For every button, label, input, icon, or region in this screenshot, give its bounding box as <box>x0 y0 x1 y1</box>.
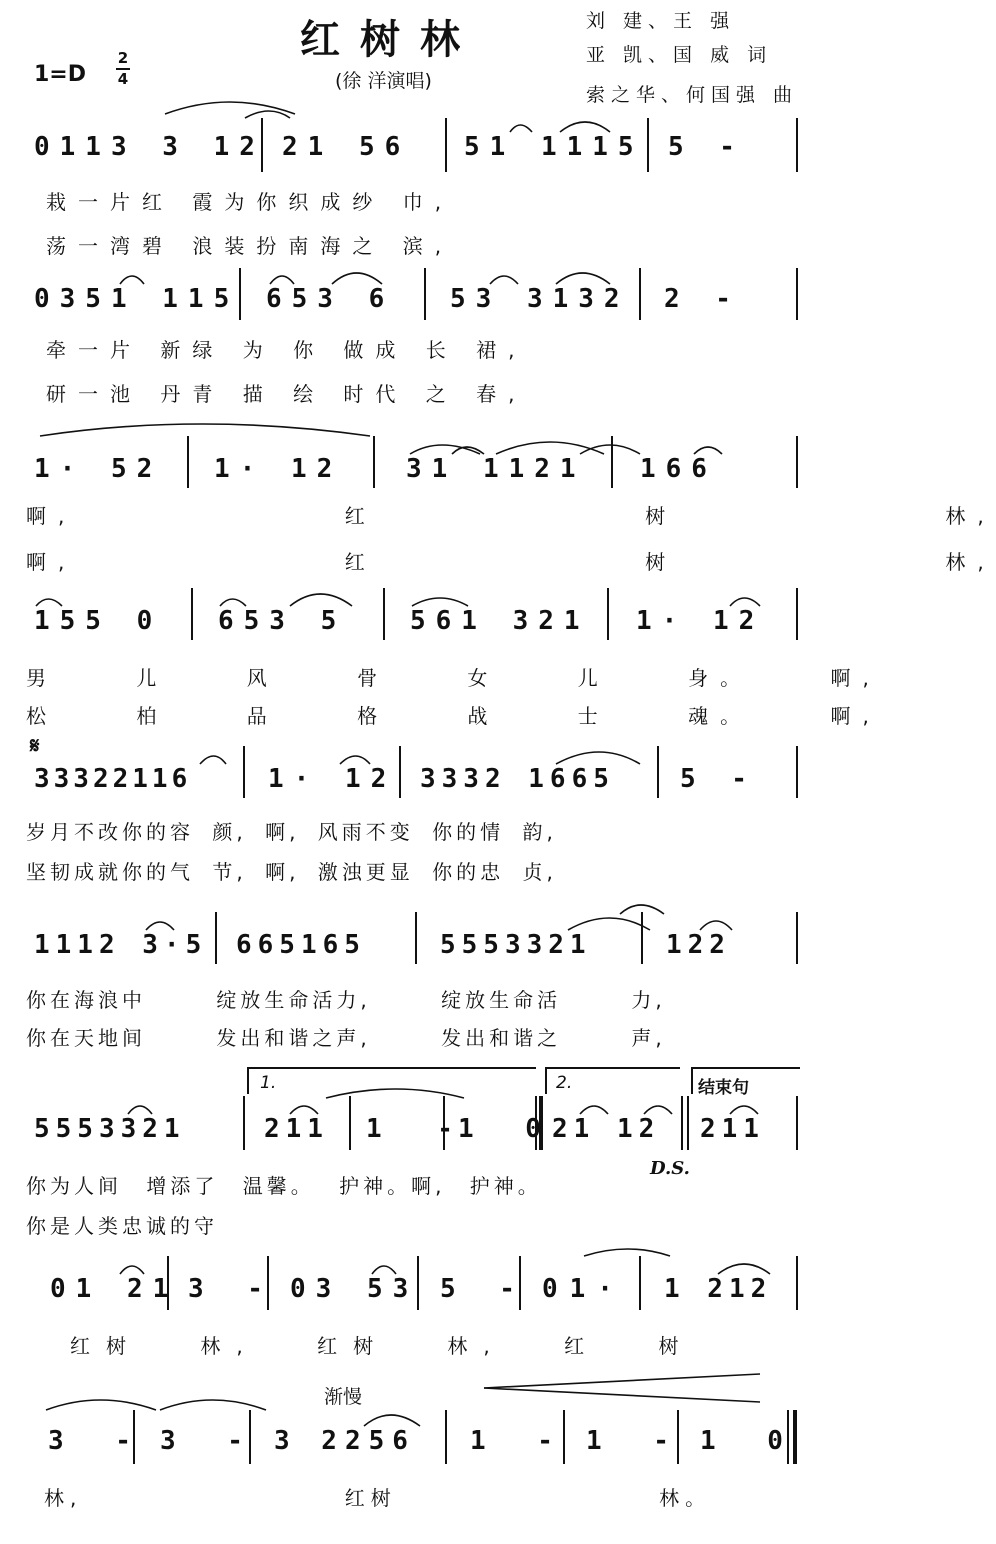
dal-segno-mark: D.S. <box>650 1158 690 1179</box>
measure-9-4: 1 - <box>470 1426 571 1456</box>
lyric-6-verse-2: 你在天地间 发出和谐之声, 发出和谐之 声, <box>26 1026 666 1050</box>
lyric-1-verse-1: 栽一片红 霞为你织成纱 巾, <box>46 190 454 214</box>
measure-2-1: 0351 115 <box>34 284 240 314</box>
measure-7-6: 211 <box>700 1114 765 1144</box>
measure-4-2: 653 5 <box>218 606 347 636</box>
lyric-5-verse-2: 坚韧成就你的气 节, 啊, 激浊更显 你的忠 贞, <box>26 860 557 884</box>
measure-9-3: 3 2256 <box>274 1426 416 1456</box>
measure-5-1: 33322116 <box>34 764 192 794</box>
lyric-7-verse-2: 你是人类忠诚的守 <box>26 1214 218 1238</box>
composer-credit: 索之华、何国强 曲 <box>586 84 799 106</box>
measure-8-6: 1 212 <box>664 1274 773 1304</box>
key-signature: 1=D <box>34 62 87 87</box>
measure-4-4: 1· 12 <box>636 606 765 636</box>
measure-3-2: 1· 12 <box>214 454 343 484</box>
lyric-8: 红树 林, 红树 林, 红 树 <box>70 1334 695 1358</box>
measure-9-1: 3 - <box>48 1426 149 1456</box>
lyric-3-verse-1: 啊, 红 树 林, <box>26 504 996 528</box>
decrescendo-hairpin <box>484 1374 760 1402</box>
measure-7-3: 1 - <box>366 1114 473 1144</box>
lyric-2-verse-2: 研一池 丹青 描 绘 时代 之 春, <box>46 382 527 406</box>
measure-7-5: 21 12 <box>552 1114 661 1144</box>
measure-6-2: 665165 <box>236 930 366 960</box>
lyric-3-verse-2: 啊, 红 树 林, <box>26 550 996 574</box>
lyric-9: 林, 红树 林。 <box>44 1486 712 1510</box>
measure-9-6: 1 0 <box>700 1426 801 1456</box>
lyric-4-verse-2: 松 柏 品 格 战 士 魂。 啊, <box>26 704 881 728</box>
singer-credit: (徐 洋演唱) <box>335 70 432 92</box>
volta-1-label: 1. <box>260 1073 277 1093</box>
measure-5-2: 1· 12 <box>268 764 397 794</box>
measure-9-2: 3 - <box>160 1426 261 1456</box>
lyric-5-verse-1: 岁月不改你的容 颜, 啊, 风雨不变 你的情 韵, <box>26 820 557 844</box>
measure-6-1: 1112 3·5 <box>34 930 208 960</box>
measure-1-1: 0113 3 12 <box>34 132 265 162</box>
measure-7-1: 5553321 <box>34 1114 186 1144</box>
lyric-7-verse-1: 你为人间 增添了 温馨。 护神。啊, 护神。 <box>26 1174 542 1198</box>
measure-5-4: 5 - <box>680 764 757 794</box>
measure-3-4: 166 <box>640 454 717 484</box>
measure-8-5: 01· <box>542 1274 625 1304</box>
measure-8-2: 3 - <box>188 1274 277 1304</box>
measure-3-3: 31 1121 <box>406 454 586 484</box>
lyric-1-verse-2: 荡一湾碧 浪装扮南海之 滨, <box>46 234 454 258</box>
tempo-marking: 渐慢 <box>324 1386 363 1408</box>
measure-2-3: 53 3132 <box>450 284 630 314</box>
measure-4-1: 155 0 <box>34 606 163 636</box>
measure-8-1: 01 21 <box>50 1274 179 1304</box>
lyric-6-verse-1: 你在海浪中 绽放生命活力, 绽放生命活 力, <box>26 988 666 1012</box>
measure-6-4: 122 <box>666 930 731 960</box>
time-denominator: 4 <box>117 70 129 88</box>
measure-2-2: 653 6 <box>266 284 395 314</box>
lyric-4-verse-1: 男 儿 风 骨 女 儿 身。 啊, <box>26 666 881 690</box>
lyricist-credit-2: 亚 凯、国 威 词 <box>586 44 773 66</box>
measure-7-2: 211 <box>264 1114 329 1144</box>
measure-8-4: 5 - <box>440 1274 529 1304</box>
ending-label: 结束句 <box>698 1078 749 1098</box>
measure-1-3: 51 1115 <box>464 132 644 162</box>
segno-sign: 𝄋 <box>30 734 40 759</box>
measure-2-4: 2 - <box>664 284 741 314</box>
measure-3-1: 1· 52 <box>34 454 163 484</box>
time-numerator: 2 <box>117 49 129 67</box>
measure-6-3: 5553321 <box>440 930 592 960</box>
song-title: 红树林 <box>300 16 480 63</box>
measure-1-2: 21 56 <box>282 132 411 162</box>
measure-1-4: 5 - <box>668 132 745 162</box>
volta-2-label: 2. <box>556 1073 573 1093</box>
measure-7-4: 1 0 <box>458 1114 559 1144</box>
measure-5-3: 3332 1665 <box>420 764 615 794</box>
measure-9-5: 1 - <box>586 1426 687 1456</box>
measure-4-3: 561 321 <box>410 606 590 636</box>
lyricist-credit-1: 刘 建、王 强 <box>586 10 736 32</box>
measure-8-3: 03 53 <box>290 1274 419 1304</box>
lyric-2-verse-1: 牵一片 新绿 为 你 做成 长 裙, <box>46 338 527 362</box>
